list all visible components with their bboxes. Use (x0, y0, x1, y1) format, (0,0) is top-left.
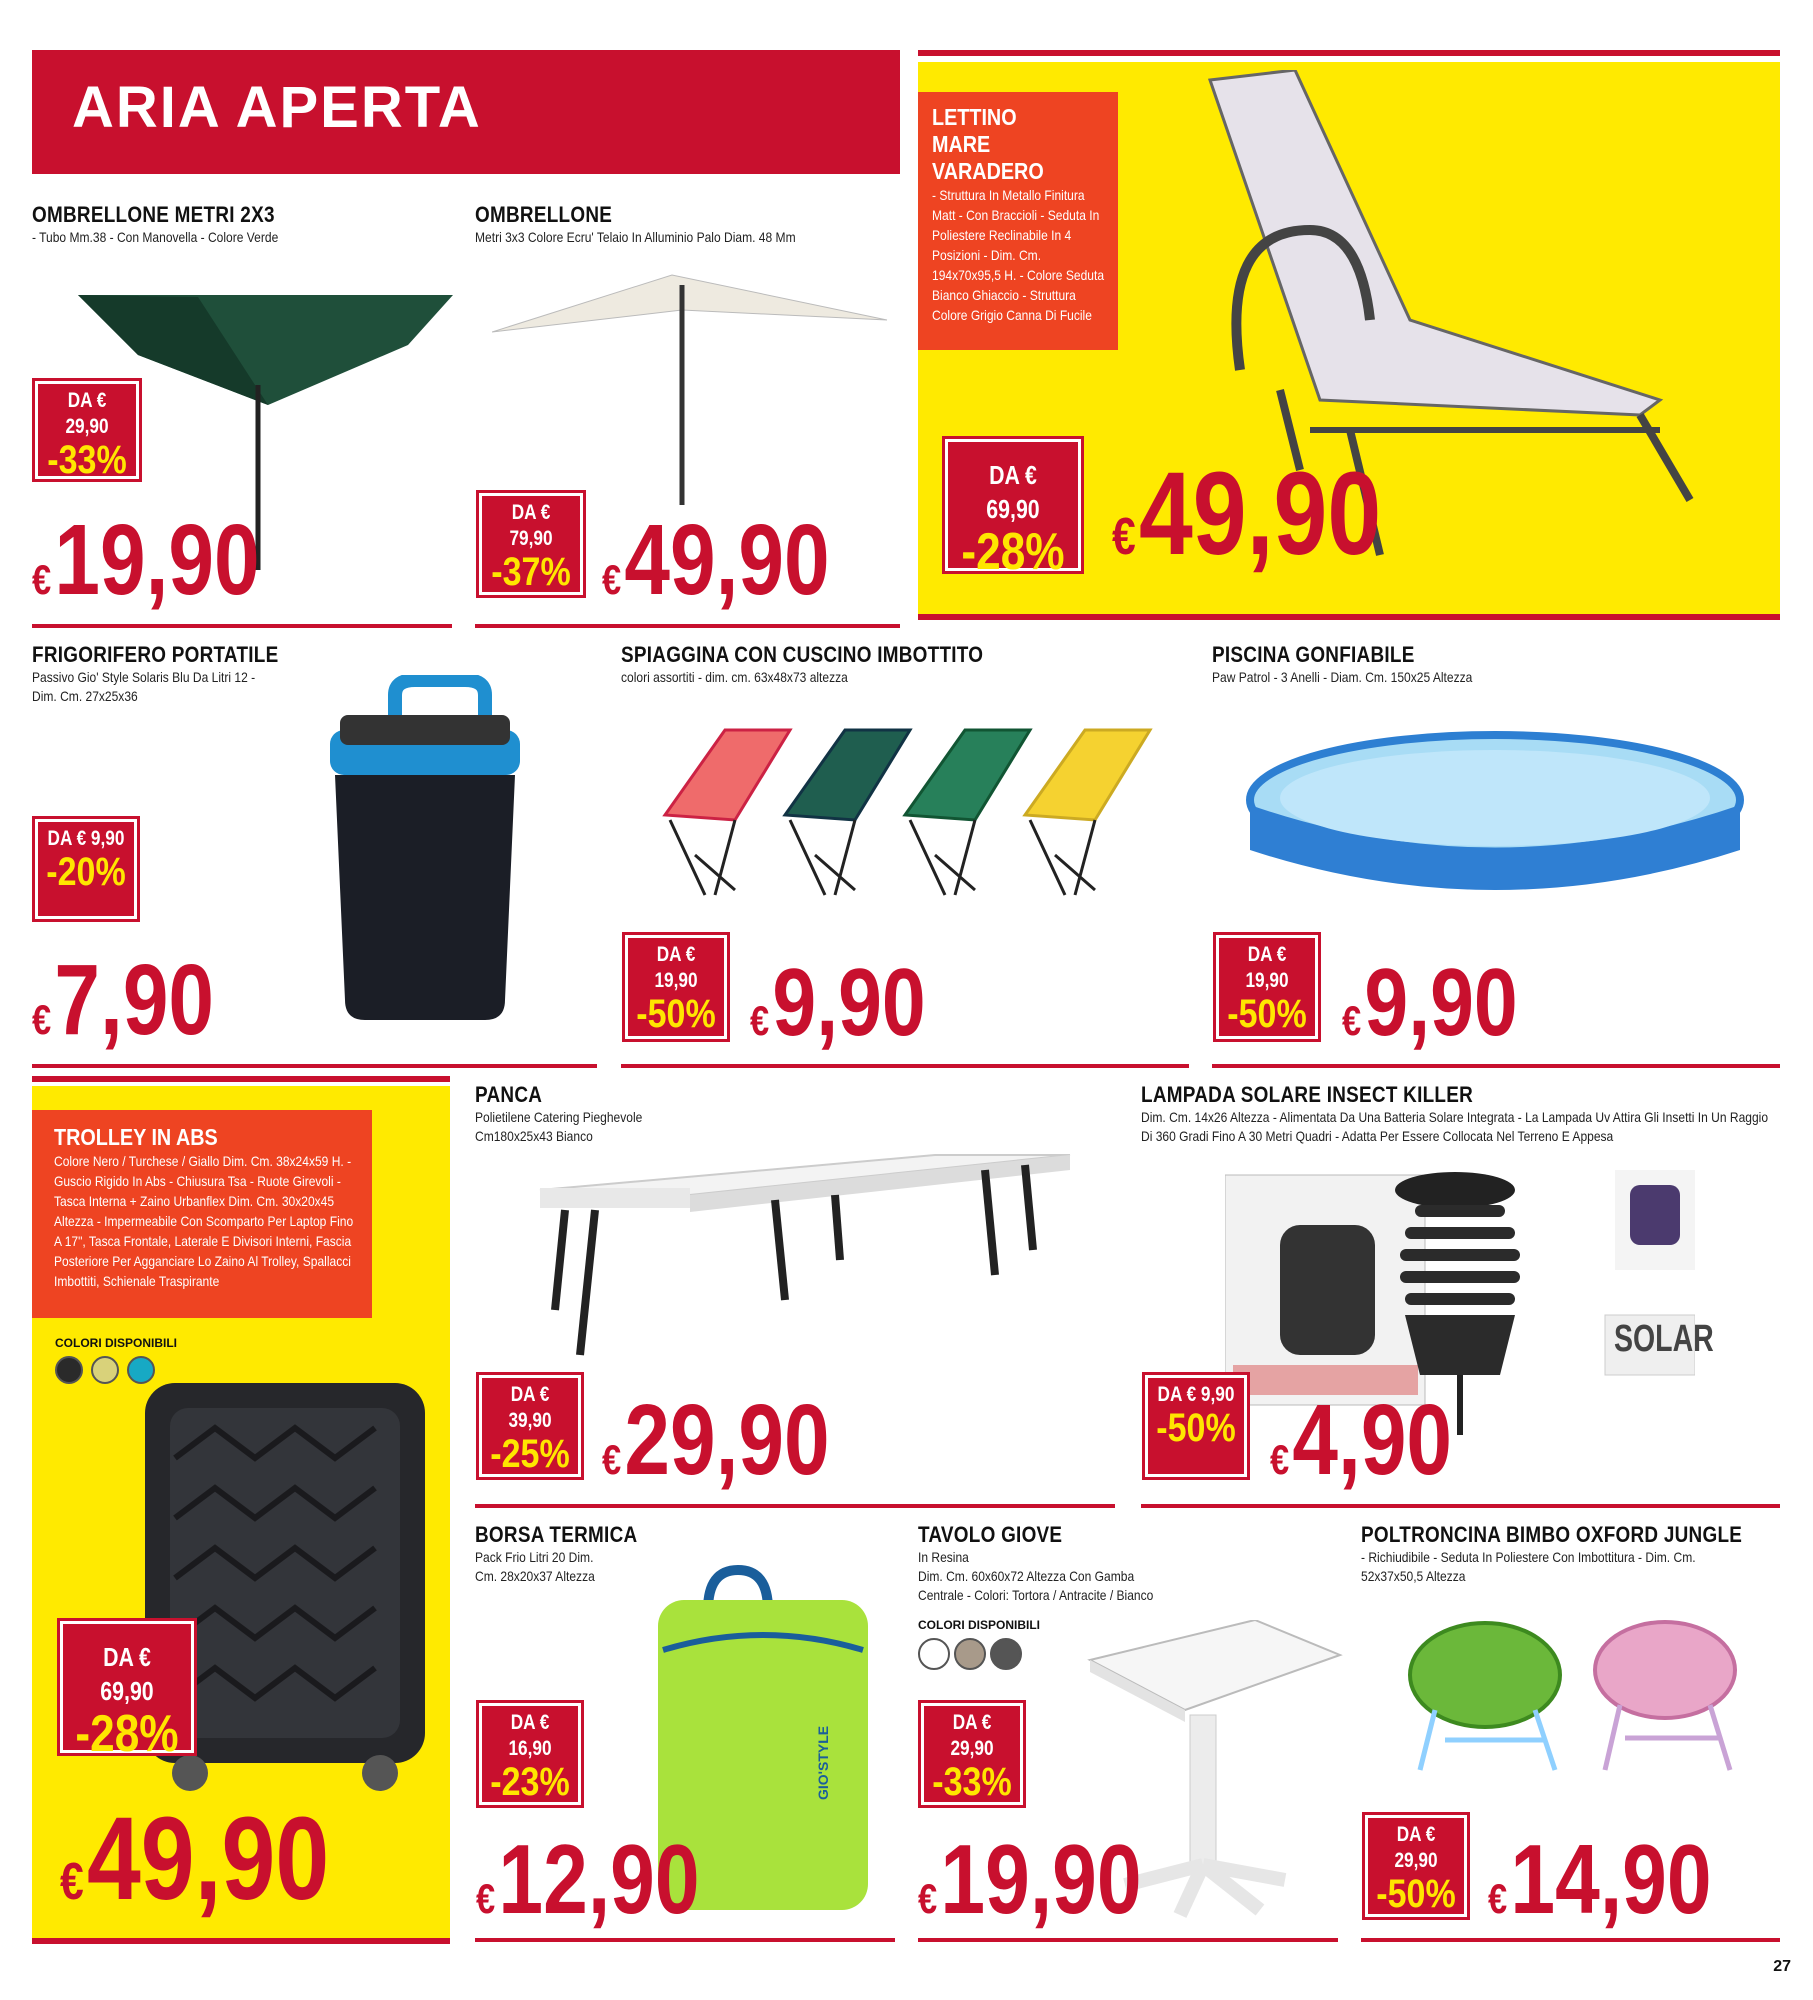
was-price: DA € 69,90 (986, 460, 1040, 524)
callout-desc: - Struttura In Metallo Finitura Matt - Con Braccioli - Seduta In Poliestere Reclinabile In 4 Posizioni - Dim. Cm. 194x70x95,5 H. - Colore Seduta Bianco Ghiaccio - Struttura Colore Grigio Canna Di Fucile (932, 187, 1105, 323)
price-value: 29,90 (624, 1384, 830, 1496)
discount-badge (476, 1372, 584, 1480)
price (1488, 1824, 1712, 1948)
currency: € (1488, 1875, 1508, 1922)
divider (1141, 1504, 1780, 1508)
price (750, 949, 926, 1069)
divider (475, 1938, 895, 1942)
product-desc-line2: Cm180x25x43 Bianco (475, 1128, 593, 1144)
was-price: DA € 69,90 (100, 1642, 154, 1706)
discount-badge (1213, 932, 1321, 1042)
price-value: 4,90 (1292, 1384, 1453, 1496)
was-price: DA € 9,90 (47, 827, 125, 850)
divider (1361, 1938, 1780, 1942)
divider (918, 614, 1780, 620)
product-desc-line1: Pack Frio Litri 20 Dim. (475, 1549, 594, 1565)
discount-percent: -28% (961, 523, 1065, 581)
product-desc: Passivo Gio' Style Solaris Blu Da Litri 12 - Dim. Cm. 27x25x36 (32, 669, 256, 704)
price-value: 9,90 (772, 949, 926, 1056)
divider (918, 50, 1780, 56)
product-name: PANCA (475, 1082, 543, 1107)
price-value: 14,90 (1510, 1824, 1712, 1934)
divider (32, 1938, 450, 1944)
product-desc-line3: Centrale - Colori: Tortora / Antracite / Bianco (918, 1587, 1154, 1603)
price-value: 12,90 (498, 1824, 700, 1934)
currency: € (1270, 1436, 1290, 1483)
currency: € (32, 996, 52, 1043)
price (476, 1824, 700, 1948)
callout-desc: Colore Nero / Turchese / Giallo Dim. Cm. 38x24x59 H. - Guscio Rigido In Abs - Chiusura Tsa - Ruote Girevoli - Tasca Interna + Zaino Urbanflex Dim. Cm. 30x20x45 Altezza - Impermeabile Con Scomparto Per Laptop Fino A 17", Tasca Frontale, Laterale E Divisori Interni, Fascia Posteriore Per Agganciare Lo Zaino Al Trolley, Spallacci Imbottiti, Schienale Traspirante (54, 1153, 354, 1289)
kids-chairs-image (1405, 1620, 1745, 1780)
price (60, 1793, 330, 1941)
brand-label: GIO'STYLE (815, 1725, 831, 1800)
discount-percent: -33% (932, 1760, 1012, 1804)
was-price: DA € 16,90 (508, 1711, 552, 1760)
divider (621, 1064, 1189, 1068)
divider (918, 1938, 1338, 1942)
divider (1212, 1064, 1780, 1068)
product-desc-line2: Dim. Cm. 60x60x72 Altezza Con Gamba (918, 1568, 1135, 1584)
product-name: POLTRONCINA BIMBO OXFORD JUNGLE (1361, 1522, 1743, 1547)
was-price: DA € 79,90 (509, 501, 553, 550)
bench-image (535, 1150, 1075, 1360)
callout-title-line2: VARADERO (932, 158, 1044, 184)
price (602, 1384, 830, 1510)
color-swatch-tortora (954, 1638, 986, 1670)
price (602, 504, 830, 630)
discount-percent: -25% (490, 1432, 570, 1476)
solar-label: SOLAR (1614, 1318, 1714, 1360)
discount-badge (57, 1618, 197, 1763)
product-desc: Paw Patrol - 3 Anelli - Diam. Cm. 150x25 Altezza (1212, 669, 1473, 685)
currency: € (1342, 997, 1362, 1044)
price-value: 49,90 (1138, 448, 1382, 580)
price-value: 49,90 (86, 1793, 330, 1925)
product-name: OMBRELLONE (475, 202, 613, 227)
product-callout (918, 92, 1118, 350)
price (32, 504, 260, 630)
discount-percent: -33% (47, 438, 127, 482)
price (918, 1824, 1142, 1948)
discount-percent: -37% (491, 550, 571, 594)
product-desc-line2: 52x37x50,5 Altezza (1361, 1568, 1466, 1584)
price (1342, 949, 1518, 1069)
product-desc: Dim. Cm. 14x26 Altezza - Alimentata Da Una Batteria Solare Integrata - La Lampada Uv Attira Gli Insetti In Un Raggio Di 360 Gradi Fino A 30 Metri Quadri - Adatta Per Essere Collocata Nel Terreno E Appesa (1141, 1109, 1769, 1144)
product-name: OMBRELLONE METRI 2X3 (32, 202, 275, 227)
discount-percent: -50% (1227, 992, 1307, 1036)
price (32, 944, 215, 1070)
callout-title: TROLLEY IN ABS (54, 1124, 218, 1150)
price-value: 7,90 (54, 944, 215, 1056)
product-desc-line2: Cm. 28x20x37 Altezza (475, 1568, 595, 1584)
product-name: FRIGORIFERO PORTATILE (32, 642, 279, 667)
was-price: DA € 29,90 (950, 1711, 994, 1760)
product-name: BORSA TERMICA (475, 1522, 638, 1547)
product-desc-line1: - Richiudibile - Seduta In Poliestere Con Imbottitura - Dim. Cm. (1361, 1549, 1696, 1565)
price (1112, 448, 1382, 596)
currency: € (602, 1436, 622, 1483)
pool-image (1245, 730, 1745, 910)
discount-badge (32, 378, 142, 482)
divider (32, 1064, 597, 1068)
discount-badge (918, 1700, 1026, 1808)
discount-badge (476, 490, 586, 598)
section-header (32, 50, 900, 174)
discount-percent: -50% (636, 992, 716, 1036)
discount-badge (32, 816, 140, 922)
product-name: PISCINA GONFIABILE (1212, 642, 1415, 667)
color-swatch-bianco (918, 1638, 950, 1670)
was-price: DA € 19,90 (1245, 943, 1289, 992)
colors-label: COLORI DISPONIBILI (918, 1618, 1041, 1632)
divider (32, 624, 452, 628)
was-price: DA € 9,90 (1157, 1383, 1235, 1406)
product-callout (32, 1110, 372, 1318)
product-name: LAMPADA SOLARE INSECT KILLER (1141, 1082, 1474, 1107)
discount-percent: -20% (46, 850, 126, 894)
color-swatch-yellow (91, 1356, 119, 1384)
product-desc-line1: Polietilene Catering Pieghevole (475, 1109, 643, 1125)
discount-badge (1362, 1812, 1470, 1920)
price-value: 19,90 (940, 1824, 1142, 1934)
section-title: ARIA APERTA (72, 75, 482, 140)
divider (475, 1504, 1115, 1508)
currency: € (60, 1853, 84, 1911)
was-price: DA € 39,90 (508, 1383, 552, 1432)
product-name: TAVOLO GIOVE (918, 1522, 1063, 1547)
was-price: DA € 29,90 (65, 389, 109, 438)
currency: € (476, 1875, 496, 1922)
discount-badge (622, 932, 730, 1042)
page-number: 27 (1773, 1958, 1791, 1975)
discount-badge (1142, 1372, 1250, 1480)
price-value: 49,90 (624, 504, 830, 616)
product-desc: - Tubo Mm.38 - Con Manovella - Colore Verde (32, 229, 279, 245)
colors-label: COLORI DISPONIBILI (55, 1336, 178, 1350)
divider (32, 1076, 450, 1082)
divider (475, 624, 900, 628)
beach-chairs-image (655, 725, 1155, 900)
discount-percent: -50% (1156, 1406, 1236, 1450)
price-value: 19,90 (54, 504, 260, 616)
product-desc: Metri 3x3 Colore Ecru' Telaio In Alluminio Palo Diam. 48 Mm (475, 229, 796, 245)
discount-percent: -28% (75, 1705, 179, 1763)
was-price: DA € 19,90 (654, 943, 698, 992)
currency: € (750, 997, 770, 1044)
color-swatch-black (55, 1356, 83, 1384)
product-desc-line1: In Resina (918, 1549, 969, 1565)
currency: € (602, 556, 622, 603)
discount-badge (476, 1700, 584, 1808)
color-swatch-antracite (990, 1638, 1022, 1670)
product-desc: colori assortiti - dim. cm. 63x48x73 altezza (621, 669, 848, 685)
discount-percent: -50% (1376, 1872, 1456, 1916)
currency: € (32, 556, 52, 603)
product-name: SPIAGGINA CON CUSCINO IMBOTTITO (621, 642, 984, 667)
discount-percent: -23% (490, 1760, 570, 1804)
white-umbrella-image (492, 270, 892, 510)
price (1270, 1384, 1453, 1510)
was-price: DA € 29,90 (1394, 1823, 1438, 1872)
discount-badge (942, 436, 1084, 581)
currency: € (1112, 508, 1136, 566)
currency: € (918, 1875, 938, 1922)
price-value: 9,90 (1364, 949, 1518, 1056)
cooler-image (325, 675, 525, 1025)
callout-title-line1: LETTINO MARE (932, 104, 1017, 157)
